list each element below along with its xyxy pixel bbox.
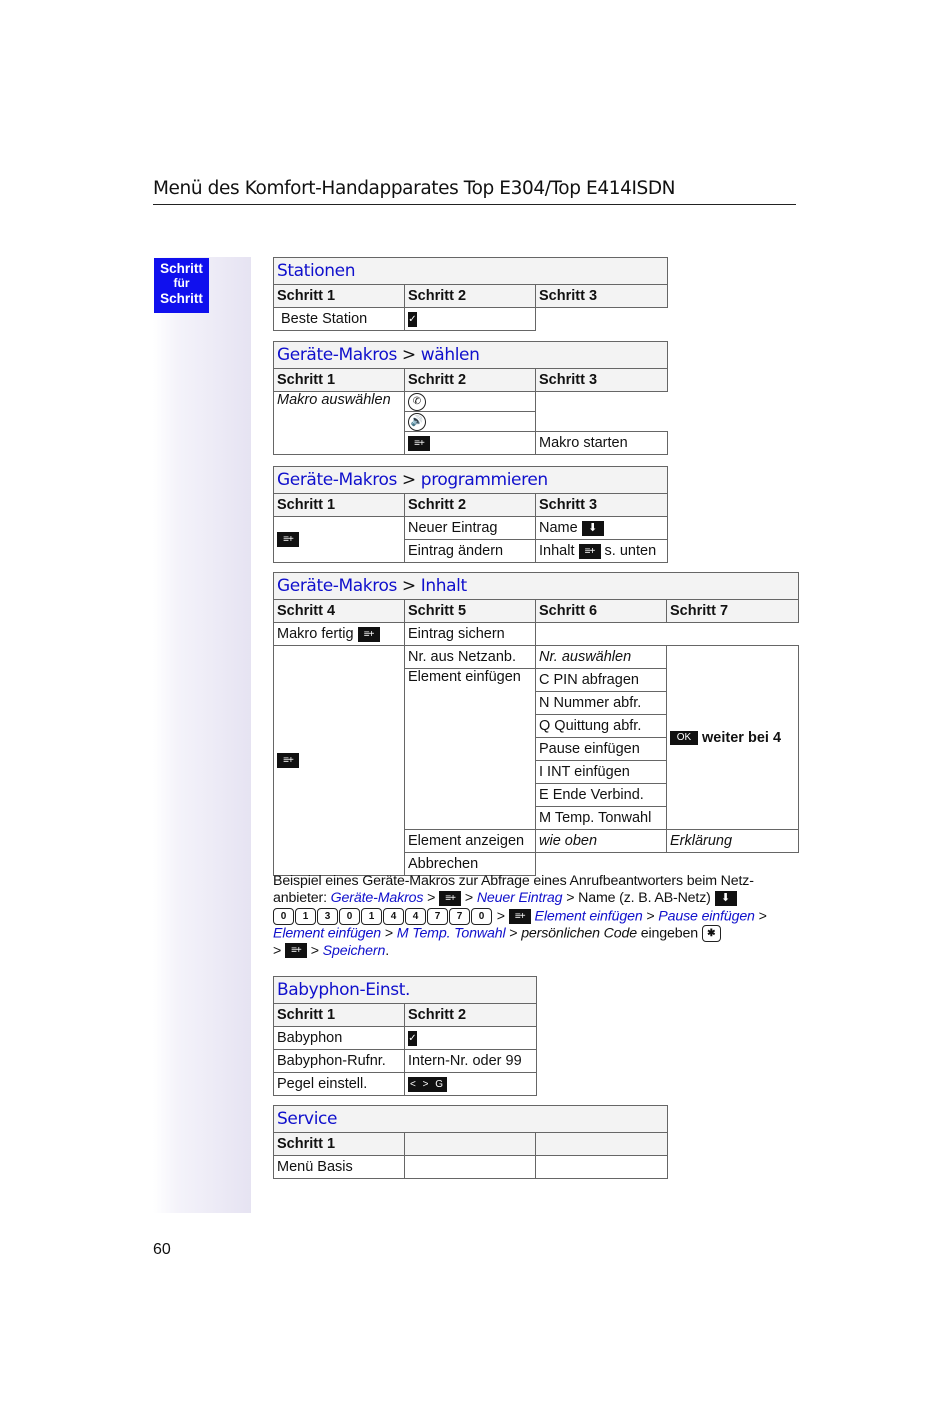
header-cell: Schritt 1 bbox=[274, 494, 405, 517]
header-cell: Schritt 2 bbox=[405, 494, 536, 517]
option-pause: Pause einfügen bbox=[536, 738, 667, 761]
section-title-babyphon: Babyphon-Einst. bbox=[274, 977, 537, 1004]
link-pause-einfuegen: Pause einfügen bbox=[658, 907, 755, 924]
cell bbox=[536, 540, 668, 563]
title-sub: Inhalt bbox=[420, 576, 467, 596]
empty-cell bbox=[405, 1156, 536, 1179]
menu-key-icon: ≡+ bbox=[509, 909, 531, 924]
header-cell: Schritt 2 bbox=[405, 369, 536, 392]
badge-line3: Schritt bbox=[160, 291, 203, 306]
title-main: Geräte-Makros bbox=[277, 576, 397, 596]
cell bbox=[405, 1027, 537, 1050]
header-cell: Schritt 3 bbox=[536, 285, 668, 308]
header-cell: Schritt 7 bbox=[667, 600, 799, 623]
empty-cell bbox=[536, 392, 668, 432]
erklaerung: Erklärung bbox=[667, 830, 799, 853]
menu-item-makro-starten: Makro starten bbox=[536, 432, 668, 455]
title-main: Geräte-Makros bbox=[277, 470, 397, 490]
menu-item-makro-auswaehlen: Makro auswählen bbox=[274, 392, 405, 455]
table-babyphon bbox=[273, 976, 537, 1096]
example-name-text: > Name (z. B. AB-Netz) bbox=[566, 890, 711, 907]
menu-item-eintrag-aendern: Eintrag ändern bbox=[405, 540, 536, 563]
check-key-icon: ✓ bbox=[408, 1032, 417, 1044]
sidebar-band bbox=[153, 257, 251, 1213]
digit-4-key-icon: 4 bbox=[405, 908, 426, 925]
menu-item-nr-aus-netzanb: Nr. aus Netzanb. bbox=[405, 646, 536, 669]
header-cell: Schritt 2 bbox=[405, 285, 536, 308]
page-title: Menü des Komfort-Handapparates Top E304/Top E414ISDN bbox=[153, 178, 676, 199]
section-title-service: Service bbox=[274, 1106, 668, 1133]
weiter-bei-4: weiter bei 4 bbox=[702, 729, 782, 746]
table-makros-waehlen bbox=[273, 341, 668, 455]
menu-key-icon: ≡+ bbox=[408, 436, 430, 451]
option-e: E Ende Verbind. bbox=[536, 784, 667, 807]
makro-fertig-label: Makro fertig bbox=[277, 626, 354, 642]
table-makros-programmieren bbox=[273, 466, 668, 563]
header-cell-empty bbox=[405, 1133, 536, 1156]
link-element-einfuegen: Element einfügen bbox=[534, 907, 643, 924]
option-i: I INT einfügen bbox=[536, 761, 667, 784]
link-element-einfuegen-2: Element einfügen bbox=[273, 925, 382, 942]
menu-item-abbrechen: Abbrechen bbox=[405, 853, 536, 876]
badge-line2: für bbox=[173, 276, 190, 290]
level-keys-icon: < > G bbox=[410, 1078, 446, 1090]
cell bbox=[274, 623, 405, 646]
header-cell: Schritt 1 bbox=[274, 1133, 405, 1156]
menu-item-pegel-einstell: Pegel einstell. bbox=[274, 1073, 405, 1096]
digit-1-key-icon: 1 bbox=[361, 908, 382, 925]
title-main: Geräte-Makros bbox=[277, 345, 397, 365]
intern-nr: Intern-Nr. oder 99 bbox=[405, 1050, 537, 1073]
header-cell: Schritt 2 bbox=[405, 1004, 537, 1027]
menu-key-icon: ≡+ bbox=[358, 627, 380, 642]
menu-item-babyphon-rufnr: Babyphon-Rufnr. bbox=[274, 1050, 405, 1073]
digit-0-key-icon: 0 bbox=[471, 908, 492, 925]
header-cell: Schritt 4 bbox=[274, 600, 405, 623]
example-paragraph: Beispiel eines Geräte-Makros zur Abfrage eines Anrufbeantworters beim Netz-anbieter: Geräte-Makros > ≡+ > Neuer Eintrag > Name (z. B. AB-Netz) ⬇ 0 1 3 0 1 4 4 7 7 0 > ≡+ Element einfügen > Pause einfügen > Element einfügen > M Temp. Tonwahl > persönlichen Code eingeben ✱ > ≡+ > Speichern. bbox=[273, 873, 767, 959]
section-title-waehlen bbox=[274, 342, 668, 369]
table-makros-inhalt bbox=[273, 572, 799, 876]
digit-1-key-icon: 1 bbox=[295, 908, 316, 925]
ok-key-icon: OK bbox=[670, 731, 698, 745]
menu-item-babyphon: Babyphon bbox=[274, 1027, 405, 1050]
menu-item-element-anzeigen: Element anzeigen bbox=[405, 830, 536, 853]
menu-item-beste-station: Beste Station bbox=[274, 308, 405, 331]
cell bbox=[405, 1073, 537, 1096]
check-key-icon: ✓ bbox=[408, 313, 417, 325]
link-temp-tonwahl: M Temp. Tonwahl bbox=[396, 925, 506, 942]
section-title-inhalt bbox=[274, 573, 799, 600]
menu-item-menue-basis: Menü Basis bbox=[274, 1156, 405, 1179]
empty-cell bbox=[536, 1156, 668, 1179]
personal-code-text: persönlichen Code bbox=[521, 925, 637, 942]
section-title-programmieren bbox=[274, 467, 668, 494]
see-below-label: s. unten bbox=[604, 543, 657, 559]
option-m: M Temp. Tonwahl bbox=[536, 807, 667, 830]
wie-oben: wie oben bbox=[536, 830, 667, 853]
cell bbox=[405, 432, 536, 455]
name-label: Name bbox=[539, 520, 578, 536]
section-title-stationen: Stationen bbox=[274, 258, 668, 285]
digit-7-key-icon: 7 bbox=[449, 908, 470, 925]
enter-text: eingeben bbox=[640, 925, 698, 942]
link-speichern: Speichern bbox=[322, 942, 386, 959]
empty-cell bbox=[536, 623, 799, 646]
title-sub: wählen bbox=[420, 345, 480, 365]
title-separator: > bbox=[401, 345, 416, 365]
menu-key-icon: ≡+ bbox=[277, 532, 299, 547]
cell bbox=[274, 646, 405, 876]
menu-key-icon: ≡+ bbox=[439, 891, 461, 906]
table-service bbox=[273, 1105, 668, 1179]
header-cell: Schritt 3 bbox=[536, 494, 668, 517]
link-geraete-makros: Geräte-Makros bbox=[330, 890, 424, 907]
option-n: N Nummer abfr. bbox=[536, 692, 667, 715]
header-cell: Schritt 1 bbox=[274, 369, 405, 392]
menu-key-icon: ≡+ bbox=[277, 753, 299, 768]
cell bbox=[274, 517, 405, 563]
down-arrow-key-icon: ⬇ bbox=[715, 891, 737, 906]
header-cell-empty bbox=[536, 1133, 668, 1156]
menu-key-icon: ≡+ bbox=[579, 544, 601, 559]
digit-4-key-icon: 4 bbox=[383, 908, 404, 925]
speaker-icon: 🔊 bbox=[408, 413, 426, 431]
cell bbox=[405, 412, 536, 432]
cell bbox=[667, 646, 799, 830]
cell bbox=[536, 517, 668, 540]
menu-item-eintrag-sichern: Eintrag sichern bbox=[405, 623, 536, 646]
menu-item-nr-auswaehlen: Nr. auswählen bbox=[536, 646, 667, 669]
option-q: Q Quittung abfr. bbox=[536, 715, 667, 738]
content-label: Inhalt bbox=[539, 543, 575, 559]
digit-7-key-icon: 7 bbox=[427, 908, 448, 925]
digit-3-key-icon: 3 bbox=[317, 908, 338, 925]
header-cell: Schritt 1 bbox=[274, 1004, 405, 1027]
header-cell: Schritt 3 bbox=[536, 369, 668, 392]
title-sub: programmieren bbox=[420, 470, 548, 490]
header-cell: Schritt 1 bbox=[274, 285, 405, 308]
header-cell: Schritt 5 bbox=[405, 600, 536, 623]
page-number: 60 bbox=[153, 1241, 171, 1258]
cell bbox=[405, 308, 536, 331]
menu-item-neuer-eintrag: Neuer Eintrag bbox=[405, 517, 536, 540]
example-intro: Beispiel eines Geräte-Makros zur Abfrage eines Anrufbeantworters beim Netz-anbieter: bbox=[273, 873, 754, 907]
cell bbox=[405, 392, 536, 412]
empty-cell bbox=[536, 308, 668, 331]
title-separator: > bbox=[401, 576, 416, 596]
menu-key-icon: ≡+ bbox=[285, 943, 307, 958]
menu-item-element-einfuegen: Element einfügen bbox=[405, 669, 536, 830]
link-neuer-eintrag: Neuer Eintrag bbox=[476, 890, 563, 907]
down-arrow-key-icon: ⬇ bbox=[582, 521, 604, 536]
star-key-icon: ✱ bbox=[702, 925, 721, 942]
title-separator: > bbox=[401, 470, 416, 490]
badge-line1: Schritt bbox=[160, 261, 203, 276]
step-by-step-badge bbox=[154, 258, 209, 313]
digit-0-key-icon: 0 bbox=[273, 908, 294, 925]
table-stationen bbox=[273, 257, 668, 331]
option-c: C PIN abfragen bbox=[536, 669, 667, 692]
handset-icon: ✆ bbox=[408, 393, 426, 411]
header-cell: Schritt 6 bbox=[536, 600, 667, 623]
digit-0-key-icon: 0 bbox=[339, 908, 360, 925]
page-header bbox=[153, 178, 796, 205]
